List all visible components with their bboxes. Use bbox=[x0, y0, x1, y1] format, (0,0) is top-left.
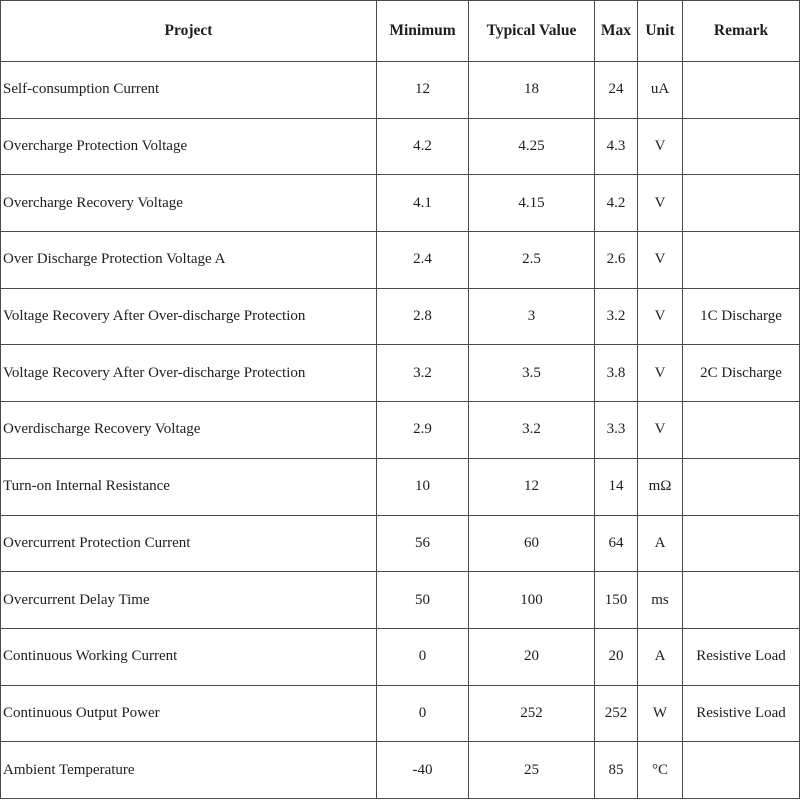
cell-project: Ambient Temperature bbox=[1, 742, 377, 799]
cell-unit: mΩ bbox=[638, 458, 683, 515]
cell-max: 64 bbox=[595, 515, 638, 572]
cell-unit: V bbox=[638, 402, 683, 459]
cell-max: 20 bbox=[595, 628, 638, 685]
cell-remark: Resistive Load bbox=[683, 628, 800, 685]
table-row bbox=[1, 118, 800, 175]
cell-minimum: -40 bbox=[377, 742, 469, 799]
cell-remark bbox=[683, 572, 800, 629]
table-row bbox=[1, 458, 800, 515]
cell-typical: 3.5 bbox=[469, 345, 595, 402]
cell-project: Overcharge Protection Voltage bbox=[1, 118, 377, 175]
table-row bbox=[1, 62, 800, 119]
table-row bbox=[1, 628, 800, 685]
cell-max: 4.2 bbox=[595, 175, 638, 232]
cell-remark bbox=[683, 515, 800, 572]
cell-minimum: 12 bbox=[377, 62, 469, 119]
cell-project: Overcurrent Protection Current bbox=[1, 515, 377, 572]
cell-remark bbox=[683, 62, 800, 119]
cell-typical: 20 bbox=[469, 628, 595, 685]
cell-max: 24 bbox=[595, 62, 638, 119]
cell-remark bbox=[683, 175, 800, 232]
cell-max: 2.6 bbox=[595, 232, 638, 289]
cell-remark: 1C Discharge bbox=[683, 288, 800, 345]
cell-typical: 25 bbox=[469, 742, 595, 799]
cell-unit: V bbox=[638, 345, 683, 402]
table-row bbox=[1, 742, 800, 799]
cell-remark: 2C Discharge bbox=[683, 345, 800, 402]
cell-minimum: 50 bbox=[377, 572, 469, 629]
table-row bbox=[1, 345, 800, 402]
cell-unit: A bbox=[638, 628, 683, 685]
cell-max: 3.2 bbox=[595, 288, 638, 345]
cell-project: Self-consumption Current bbox=[1, 62, 377, 119]
cell-typical: 60 bbox=[469, 515, 595, 572]
cell-project: Voltage Recovery After Over-discharge Protection bbox=[1, 288, 377, 345]
table-row bbox=[1, 515, 800, 572]
cell-project: Overcurrent Delay Time bbox=[1, 572, 377, 629]
cell-max: 14 bbox=[595, 458, 638, 515]
cell-unit: uA bbox=[638, 62, 683, 119]
cell-typical: 18 bbox=[469, 62, 595, 119]
cell-typical: 2.5 bbox=[469, 232, 595, 289]
cell-typical: 252 bbox=[469, 685, 595, 742]
cell-project: Over Discharge Protection Voltage A bbox=[1, 232, 377, 289]
cell-minimum: 56 bbox=[377, 515, 469, 572]
cell-typical: 3 bbox=[469, 288, 595, 345]
cell-max: 85 bbox=[595, 742, 638, 799]
cell-project: Voltage Recovery After Over-discharge Protection bbox=[1, 345, 377, 402]
cell-max: 3.8 bbox=[595, 345, 638, 402]
cell-project: Turn-on Internal Resistance bbox=[1, 458, 377, 515]
cell-typical: 4.25 bbox=[469, 118, 595, 175]
cell-typical: 12 bbox=[469, 458, 595, 515]
cell-minimum: 3.2 bbox=[377, 345, 469, 402]
cell-minimum: 2.4 bbox=[377, 232, 469, 289]
cell-typical: 3.2 bbox=[469, 402, 595, 459]
cell-max: 252 bbox=[595, 685, 638, 742]
header-unit: Unit bbox=[638, 1, 683, 62]
cell-unit: W bbox=[638, 685, 683, 742]
header-typical-value: Typical Value bbox=[469, 1, 595, 62]
header-project: Project bbox=[1, 1, 377, 62]
table-row bbox=[1, 402, 800, 459]
cell-remark bbox=[683, 402, 800, 459]
cell-project: Continuous Output Power bbox=[1, 685, 377, 742]
cell-project: Overdischarge Recovery Voltage bbox=[1, 402, 377, 459]
cell-remark bbox=[683, 458, 800, 515]
cell-minimum: 4.1 bbox=[377, 175, 469, 232]
cell-unit: ms bbox=[638, 572, 683, 629]
cell-remark bbox=[683, 232, 800, 289]
table-row bbox=[1, 288, 800, 345]
cell-minimum: 0 bbox=[377, 685, 469, 742]
table-row bbox=[1, 572, 800, 629]
cell-remark bbox=[683, 742, 800, 799]
cell-minimum: 0 bbox=[377, 628, 469, 685]
table-row bbox=[1, 232, 800, 289]
cell-minimum: 2.8 bbox=[377, 288, 469, 345]
cell-minimum: 10 bbox=[377, 458, 469, 515]
cell-unit: V bbox=[638, 232, 683, 289]
cell-project: Continuous Working Current bbox=[1, 628, 377, 685]
cell-project: Overcharge Recovery Voltage bbox=[1, 175, 377, 232]
cell-unit: °C bbox=[638, 742, 683, 799]
cell-unit: A bbox=[638, 515, 683, 572]
cell-max: 4.3 bbox=[595, 118, 638, 175]
cell-max: 3.3 bbox=[595, 402, 638, 459]
cell-remark: Resistive Load bbox=[683, 685, 800, 742]
cell-typical: 100 bbox=[469, 572, 595, 629]
header-max: Max bbox=[595, 1, 638, 62]
cell-max: 150 bbox=[595, 572, 638, 629]
cell-remark bbox=[683, 118, 800, 175]
table-row bbox=[1, 685, 800, 742]
header-row bbox=[1, 1, 800, 62]
cell-typical: 4.15 bbox=[469, 175, 595, 232]
cell-unit: V bbox=[638, 288, 683, 345]
cell-minimum: 2.9 bbox=[377, 402, 469, 459]
table-row bbox=[1, 175, 800, 232]
header-minimum: Minimum bbox=[377, 1, 469, 62]
header-remark: Remark bbox=[683, 1, 800, 62]
cell-unit: V bbox=[638, 175, 683, 232]
cell-unit: V bbox=[638, 118, 683, 175]
cell-minimum: 4.2 bbox=[377, 118, 469, 175]
